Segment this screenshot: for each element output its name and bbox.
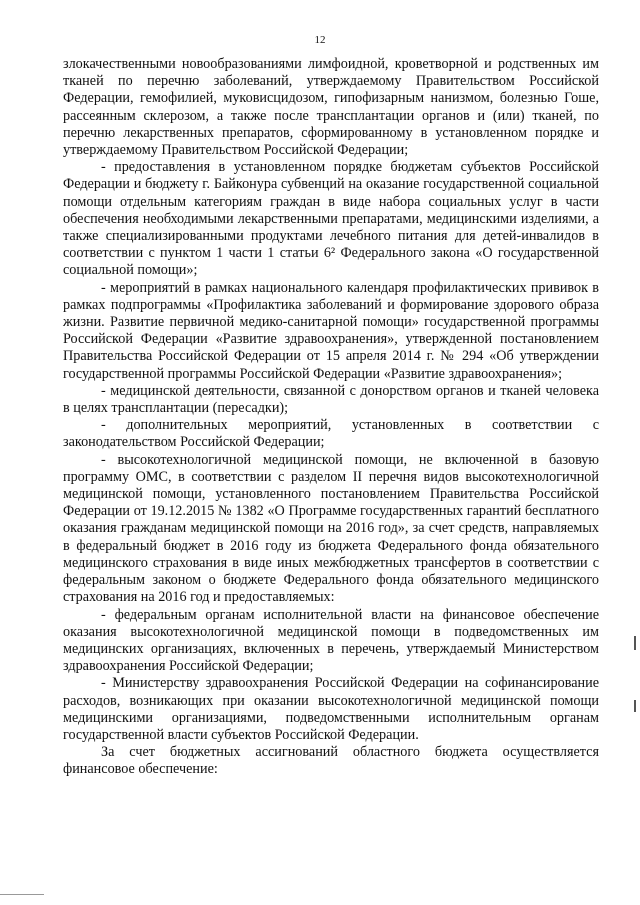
paragraph-5: - дополнительных мероприятий, установленных в соответствии с законодательством Российской Федерации;: [63, 417, 599, 451]
paragraph-9: За счет бюджетных ассигнований областного бюджета осуществляется финансовое обеспечение:: [63, 744, 599, 778]
scan-bottom-mark: [0, 894, 44, 895]
paragraph-3: - мероприятий в рамках национального календаря профилактических прививок в рамках подпрограммы «Профилактика заболеваний и формирование здорового образа жизни. Развитие первичной медико-санитарной помощи» государственной программы Российской Федерации «Развитие здравоохранения», утвержденной постановлением Правительства Российской Федерации от 15 апреля 2014 г. № 294 «Об утверждении государственной программы Российской Федерации «Развитие здравоохранения»;: [63, 279, 599, 382]
paragraph-8: - Министерству здравоохранения Российской Федерации на софинансирование расходов, возникающих при оказании высокотехнологичной медицинской помощи медицинскими организациями, подведомственными исполнительным органам государственной власти субъектов Российской Федерации.: [63, 675, 599, 743]
page-number: 12: [314, 34, 326, 46]
paragraph-7: - федеральным органам исполнительной власти на финансовое обеспечение оказания высокотехнологичной медицинской помощи в подведомственных им медицинских организациях, включенных в перечень, утверждаемый Министерством здравоохранения Российской Федерации;: [63, 606, 599, 675]
paragraph-6: - высокотехнологичной медицинской помощи, не включенной в базовую программу ОМС, в соответствии с разделом II перечня видов высокотехнологичной медицинской помощи, установленного постановлением Правительства Российской Федерации от 19.12.2015 № 1382 «О Программе государственных гарантий бесплатного оказания гражданам медицинской помощи на 2016 год», за счет средств, направляемых в федеральный бюджет в 2016 году из бюджета Федерального фонда обязательного медицинского страхования в виде иных межбюджетных трансфертов в соответствии с федеральным законом о бюджете Федерального фонда обязательного медицинского страхования на 2016 год и предоставляемых:: [63, 451, 599, 606]
paragraph-2: - предоставления в установленном порядке бюджетам субъектов Российской Федерации и бюджету г. Байконура субвенций на оказание государственной социальной помощи отдельным категориям граждан в виде набора социальных услуг в части обеспечения необходимыми лекарственными препаратами, медицинскими изделиями, а также специализированными продуктами лечебного питания для детей-инвалидов в соответствии с пунктом 1 части 1 статьи 6² Федерального закона «О государственной социальной помощи»;: [63, 159, 599, 279]
document-body: [63, 56, 599, 779]
paragraph-1: злокачественными новообразованиями лимфоидной, кроветворной и родственных им тканей по перечню заболеваний, утверждаемому Правительством Российской Федерации, гемофилией, муковисцидозом, гипофизарным нанизмом, болезнью Гоше, рассеянным склерозом, а также после трансплантации органов и (или) тканей, по перечню лекарственных препаратов, сформированному в установленном порядке и утверждаемому Правительством Российской Федерации;: [63, 56, 599, 159]
scan-edge-mark: [634, 700, 636, 712]
paragraph-4: - медицинской деятельности, связанной с донорством органов и тканей человека в целях трансплантации (пересадки);: [63, 382, 599, 417]
scan-edge-mark: [634, 636, 636, 650]
